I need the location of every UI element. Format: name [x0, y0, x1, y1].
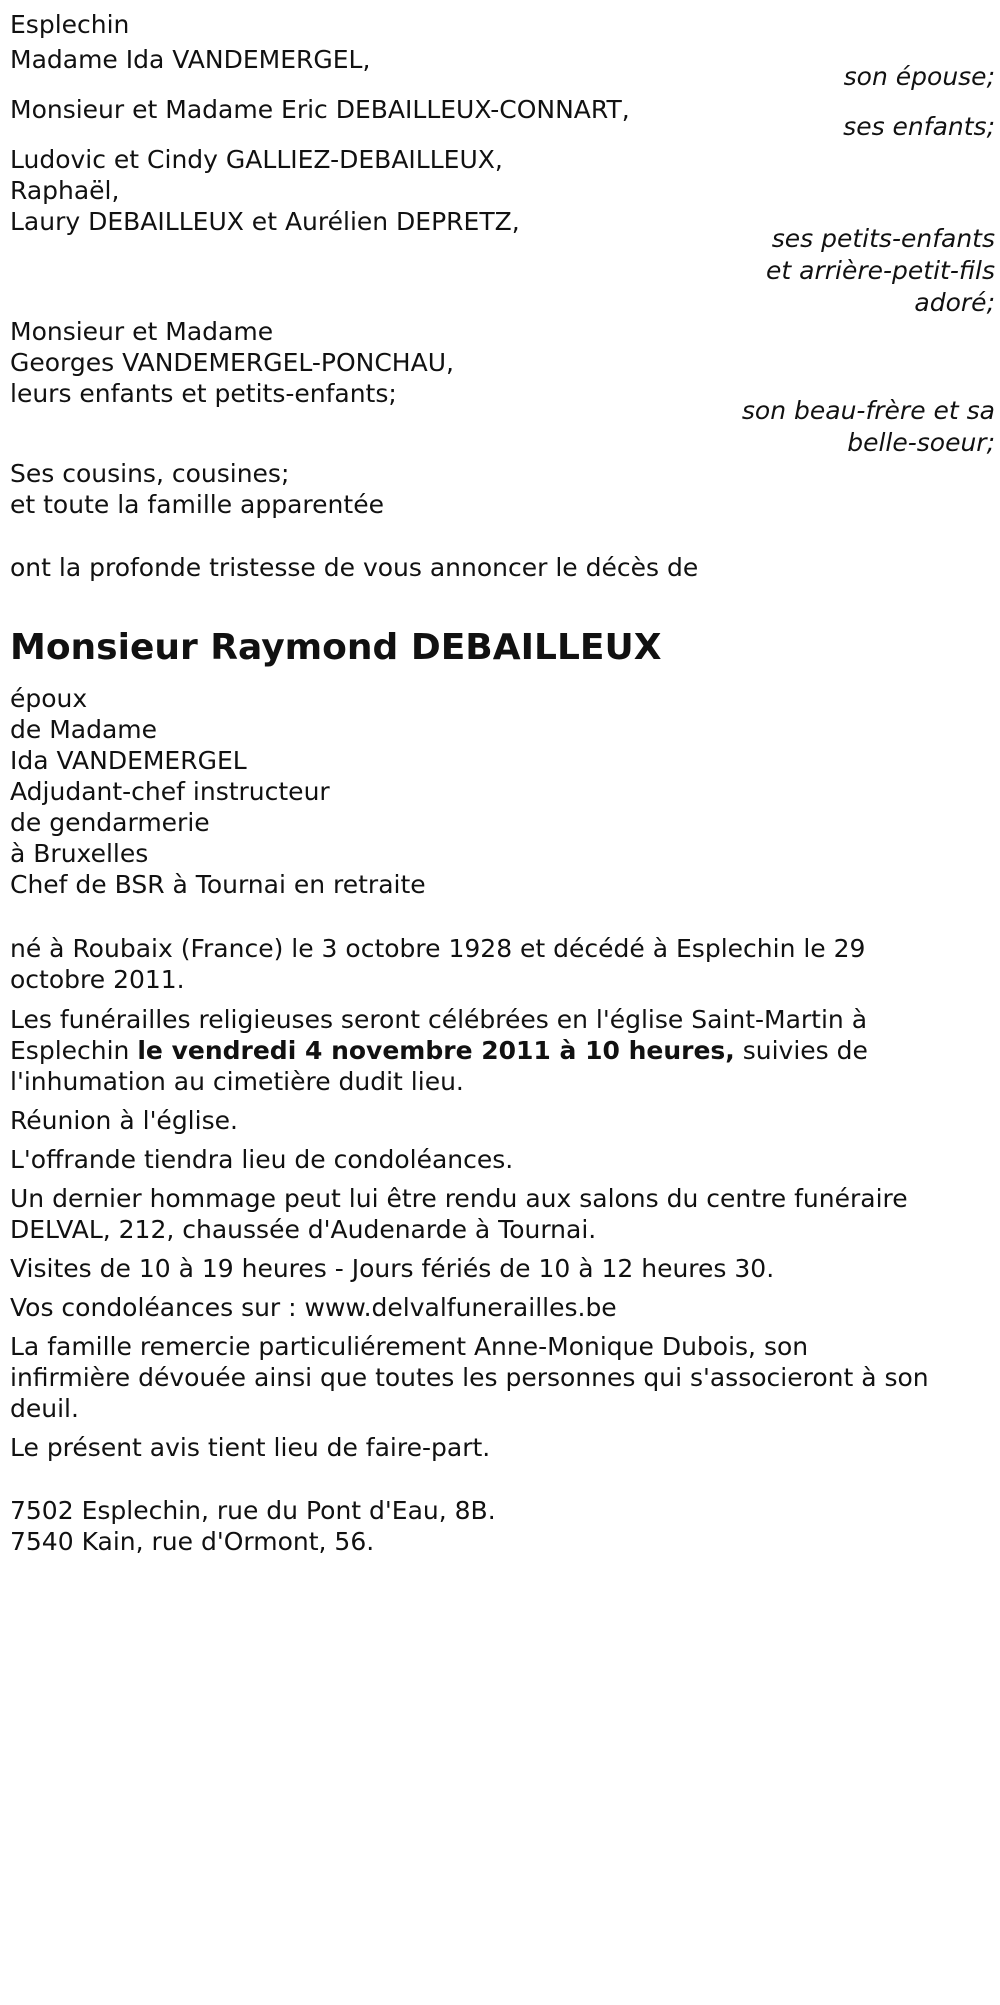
others-line: et toute la famille apparentée: [10, 490, 384, 519]
visits: Visites de 10 à 19 heures - Jours fériés de 10 à 12 heures 30.: [10, 1254, 775, 1283]
thanks-line: La famille remercie particuliérement Anne-Monique Dubois, son: [10, 1332, 809, 1361]
deceased-detail: époux: [10, 684, 88, 713]
thanks-line: infirmière dévouée ainsi que toutes les personnes qui s'associeront à son: [10, 1363, 929, 1392]
grandchild-line: Ludovic et Cindy GALLIEZ-DEBAILLEUX,: [10, 145, 503, 174]
birth-death-line: né à Roubaix (France) le 3 octobre 1928 et décédé à Esplechin le 29: [10, 934, 866, 963]
deceased-detail: Chef de BSR à Tournai en retraite: [10, 870, 426, 899]
grandchild-line: Raphaël,: [10, 176, 120, 205]
inlaws-role-line: belle-soeur;: [847, 428, 995, 457]
inlaws-line: leurs enfants et petits-enfants;: [10, 379, 397, 408]
funeral-line: Les funérailles religieuses seront célébrées en l'église Saint-Martin à: [10, 1005, 868, 1034]
deceased-detail: Ida VANDEMERGEL: [10, 746, 247, 775]
meeting: Réunion à l'église.: [10, 1106, 238, 1135]
condolences: Vos condoléances sur : www.delvalfunerailles.be: [10, 1293, 617, 1322]
homage-line: DELVAL, 212, chaussée d'Audenarde à Tournai.: [10, 1215, 597, 1244]
family-children: Monsieur et Madame Eric DEBAILLEUX-CONNART,: [10, 95, 630, 124]
deceased-name: Monsieur Raymond DEBAILLEUX: [10, 627, 662, 668]
family-wife: Madame Ida VANDEMERGEL,: [10, 45, 371, 74]
address-line: 7540 Kain, rue d'Ormont, 56.: [10, 1527, 375, 1556]
grandchildren-role-line: et arrière-petit-fils: [766, 256, 995, 285]
deceased-detail: à Bruxelles: [10, 839, 149, 868]
inlaws-line: Monsieur et Madame: [10, 317, 274, 346]
inlaws-line: Georges VANDEMERGEL-PONCHAU,: [10, 348, 454, 377]
announcement: ont la profonde tristesse de vous annoncer le décès de: [10, 553, 699, 582]
deceased-detail: de gendarmerie: [10, 808, 210, 837]
deceased-detail: de Madame: [10, 715, 158, 744]
funeral-text: suivies de: [734, 1036, 868, 1065]
birth-death-line: octobre 2011.: [10, 965, 185, 994]
grandchildren-role-line: adoré;: [914, 288, 995, 317]
deceased-detail: Adjudant-chef instructeur: [10, 777, 330, 806]
family-children-role: ses enfants;: [843, 112, 995, 141]
homage-line: Un dernier hommage peut lui être rendu aux salons du centre funéraire: [10, 1184, 908, 1213]
inlaws-role-line: son beau-frère et sa: [741, 396, 995, 425]
family-wife-role: son épouse;: [843, 62, 995, 91]
funeral-line-date: [10, 1036, 868, 1066]
address-line: 7502 Esplechin, rue du Pont d'Eau, 8B.: [10, 1496, 496, 1525]
funeral-date: le vendredi 4 novembre 2011 à 10 heures,: [137, 1036, 735, 1065]
offering: L'offrande tiendra lieu de condoléances.: [10, 1145, 514, 1174]
header-place: Esplechin: [10, 10, 130, 39]
funeral-text: Esplechin: [10, 1036, 138, 1065]
notice: Le présent avis tient lieu de faire-part.: [10, 1433, 491, 1462]
thanks-line: deuil.: [10, 1394, 79, 1423]
others-line: Ses cousins, cousines;: [10, 459, 290, 488]
funeral-line: l'inhumation au cimetière dudit lieu.: [10, 1067, 464, 1096]
grandchild-line: Laury DEBAILLEUX et Aurélien DEPRETZ,: [10, 207, 520, 236]
grandchildren-role-line: ses petits-enfants: [771, 224, 995, 253]
